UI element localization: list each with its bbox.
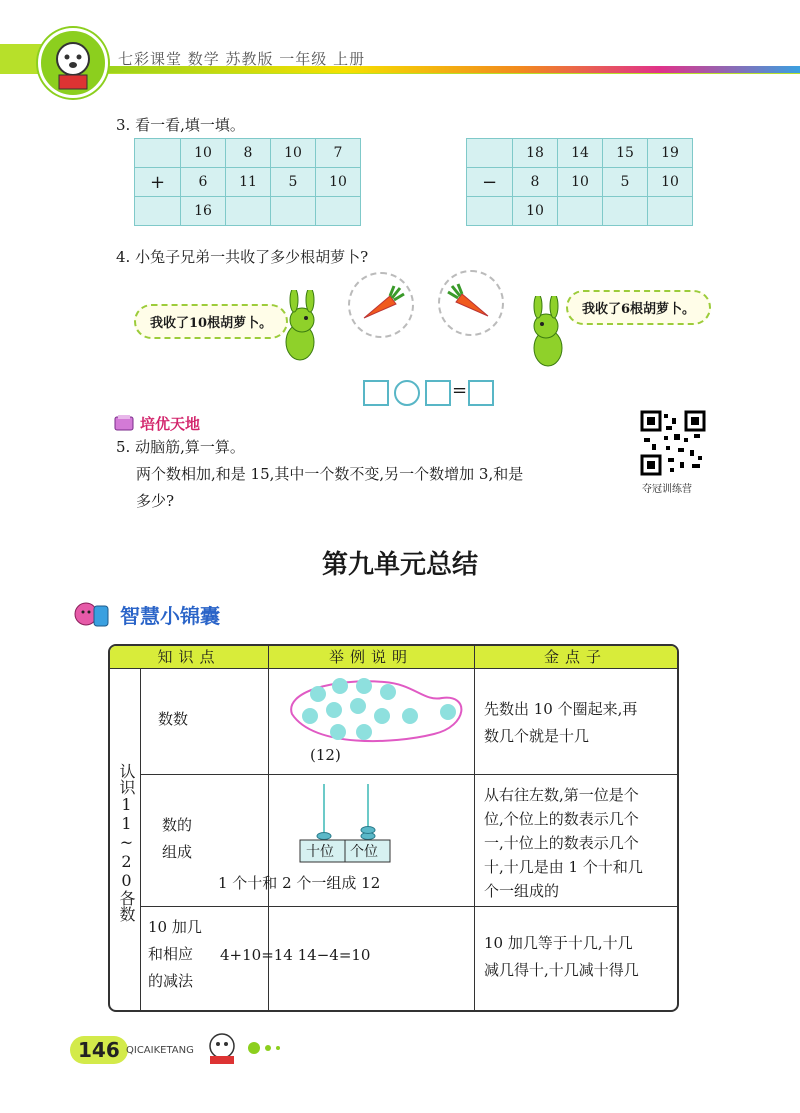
tens-label: 十位 <box>306 844 334 860</box>
table-cell: 5 <box>603 168 648 197</box>
row2-topic-line1: 数的 <box>162 816 193 834</box>
footer-mascot-icon <box>202 1030 292 1066</box>
question-5-text-line1: 两个数相加,和是 15,其中一个数不变,另一个数增加 3,和是 <box>136 465 524 483</box>
table-cell <box>135 139 181 168</box>
table-cell: 11 <box>226 168 271 197</box>
operator-minus: − <box>467 168 513 197</box>
question-3-label: 3. 看一看,填一填。 <box>116 116 245 134</box>
mascot-logo <box>38 28 108 98</box>
row2-tip-line5: 个一组成的 <box>484 882 560 900</box>
table-cell: 10 <box>271 139 316 168</box>
section-title-enrich: 培优天地 <box>140 415 201 433</box>
equation-box[interactable] <box>363 380 389 406</box>
row2-topic-line2: 组成 <box>162 843 193 861</box>
treasure-bag-icon <box>72 596 112 630</box>
question-4-label: 4. 小兔子兄弟一共收了多少根胡萝卜? <box>116 248 369 266</box>
question-5-text-line2: 多少? <box>136 492 175 510</box>
speech-bubble-left: 我收了10根胡萝卜。 <box>134 304 288 339</box>
table-cell: 10 <box>316 168 361 197</box>
row3-topic-line2: 和相应 <box>148 945 194 963</box>
divider <box>140 906 677 907</box>
row3-topic-line1: 10 加几 <box>148 918 202 936</box>
row3-tip-line1: 10 加几等于十几,十几 <box>484 934 633 952</box>
row3-topic-line3: 的减法 <box>148 972 194 990</box>
table-cell <box>467 197 513 226</box>
answer-cell[interactable] <box>558 197 603 226</box>
header-knowledge: 知识点 <box>157 648 221 666</box>
footer-brand: QICAIKETANG <box>126 1045 194 1056</box>
row2-example: 1 个十和 2 个一组成 12 <box>218 874 381 892</box>
question-5-label: 5. 动脑筋,算一算。 <box>116 438 245 456</box>
answer-cell[interactable] <box>603 197 648 226</box>
row2-tip-line3: 一,十位上的数表示几个 <box>484 834 639 852</box>
answer-cell[interactable] <box>316 197 361 226</box>
row2-tip-line4: 十,十几是由 1 个十和几 <box>484 858 643 876</box>
subtraction-table <box>466 138 693 226</box>
row3-tip-line2: 减几得十,十几减十得几 <box>484 961 639 979</box>
table-cell: 16 <box>181 197 226 226</box>
thought-bubble-left <box>348 272 414 338</box>
table-cell: 5 <box>271 168 316 197</box>
table-cell: 14 <box>558 139 603 168</box>
rabbit-right-icon <box>514 296 578 380</box>
table-cell: 6 <box>181 168 226 197</box>
thought-bubble-right <box>438 270 504 336</box>
table-cell: 18 <box>513 139 558 168</box>
category-label: 认识11~20各数 <box>117 762 136 922</box>
book-icon <box>114 414 136 432</box>
row1-tip-line1: 先数出 10 个圈起来,再 <box>484 700 638 718</box>
row2-tip-line2: 位,个位上的数表示几个 <box>484 810 639 828</box>
divider <box>140 668 141 1010</box>
table-cell: 8 <box>513 168 558 197</box>
dog-mascot-icon <box>41 31 105 95</box>
table-cell: 15 <box>603 139 648 168</box>
carrot-icon <box>350 274 412 336</box>
header-tips: 金点子 <box>543 648 607 666</box>
addition-table <box>134 138 361 226</box>
table-cell: 10 <box>648 168 693 197</box>
equation-result-box[interactable] <box>468 380 494 406</box>
table-cell <box>135 197 181 226</box>
summary-table <box>108 644 679 1012</box>
answer-cell[interactable] <box>226 197 271 226</box>
wisdom-heading: 智慧小锦囊 <box>120 604 220 628</box>
rabbit-left-icon <box>270 290 334 374</box>
carrot-icon <box>440 272 502 334</box>
row1-topic: 数数 <box>158 710 189 728</box>
answer-cell[interactable] <box>648 197 693 226</box>
qr-code-icon[interactable] <box>640 410 706 476</box>
divider <box>140 774 677 775</box>
equation-operator-circle[interactable] <box>394 380 420 406</box>
header-example: 举例说明 <box>328 648 413 666</box>
table-cell: 19 <box>648 139 693 168</box>
equals-sign: = <box>452 380 468 401</box>
row1-tip-line2: 数几个就是十几 <box>484 727 590 745</box>
page-number: 146 <box>70 1036 128 1064</box>
qr-caption: 夺冠训练营 <box>642 484 692 495</box>
answer-cell[interactable] <box>271 197 316 226</box>
speech-bubble-right: 我收了6根胡萝卜。 <box>566 290 711 325</box>
table-cell: 7 <box>316 139 361 168</box>
table-cell <box>467 139 513 168</box>
table-cell: 10 <box>181 139 226 168</box>
table-cell: 10 <box>558 168 603 197</box>
row1-example: (12) <box>310 746 341 764</box>
row2-tip-line1: 从右往左数,第一位是个 <box>484 786 639 804</box>
dots-circled-illustration <box>274 672 474 748</box>
ones-label: 个位 <box>350 844 378 860</box>
operator-plus: + <box>135 168 181 197</box>
equation-box[interactable] <box>425 380 451 406</box>
table-cell: 10 <box>513 197 558 226</box>
divider <box>474 646 475 1010</box>
header-title: 七彩课堂 数学 苏教版 一年级 上册 <box>118 50 366 68</box>
row3-example: 4+10=14 14−4=10 <box>220 946 371 964</box>
unit-summary-title: 第九单元总结 <box>321 550 478 580</box>
table-cell: 8 <box>226 139 271 168</box>
